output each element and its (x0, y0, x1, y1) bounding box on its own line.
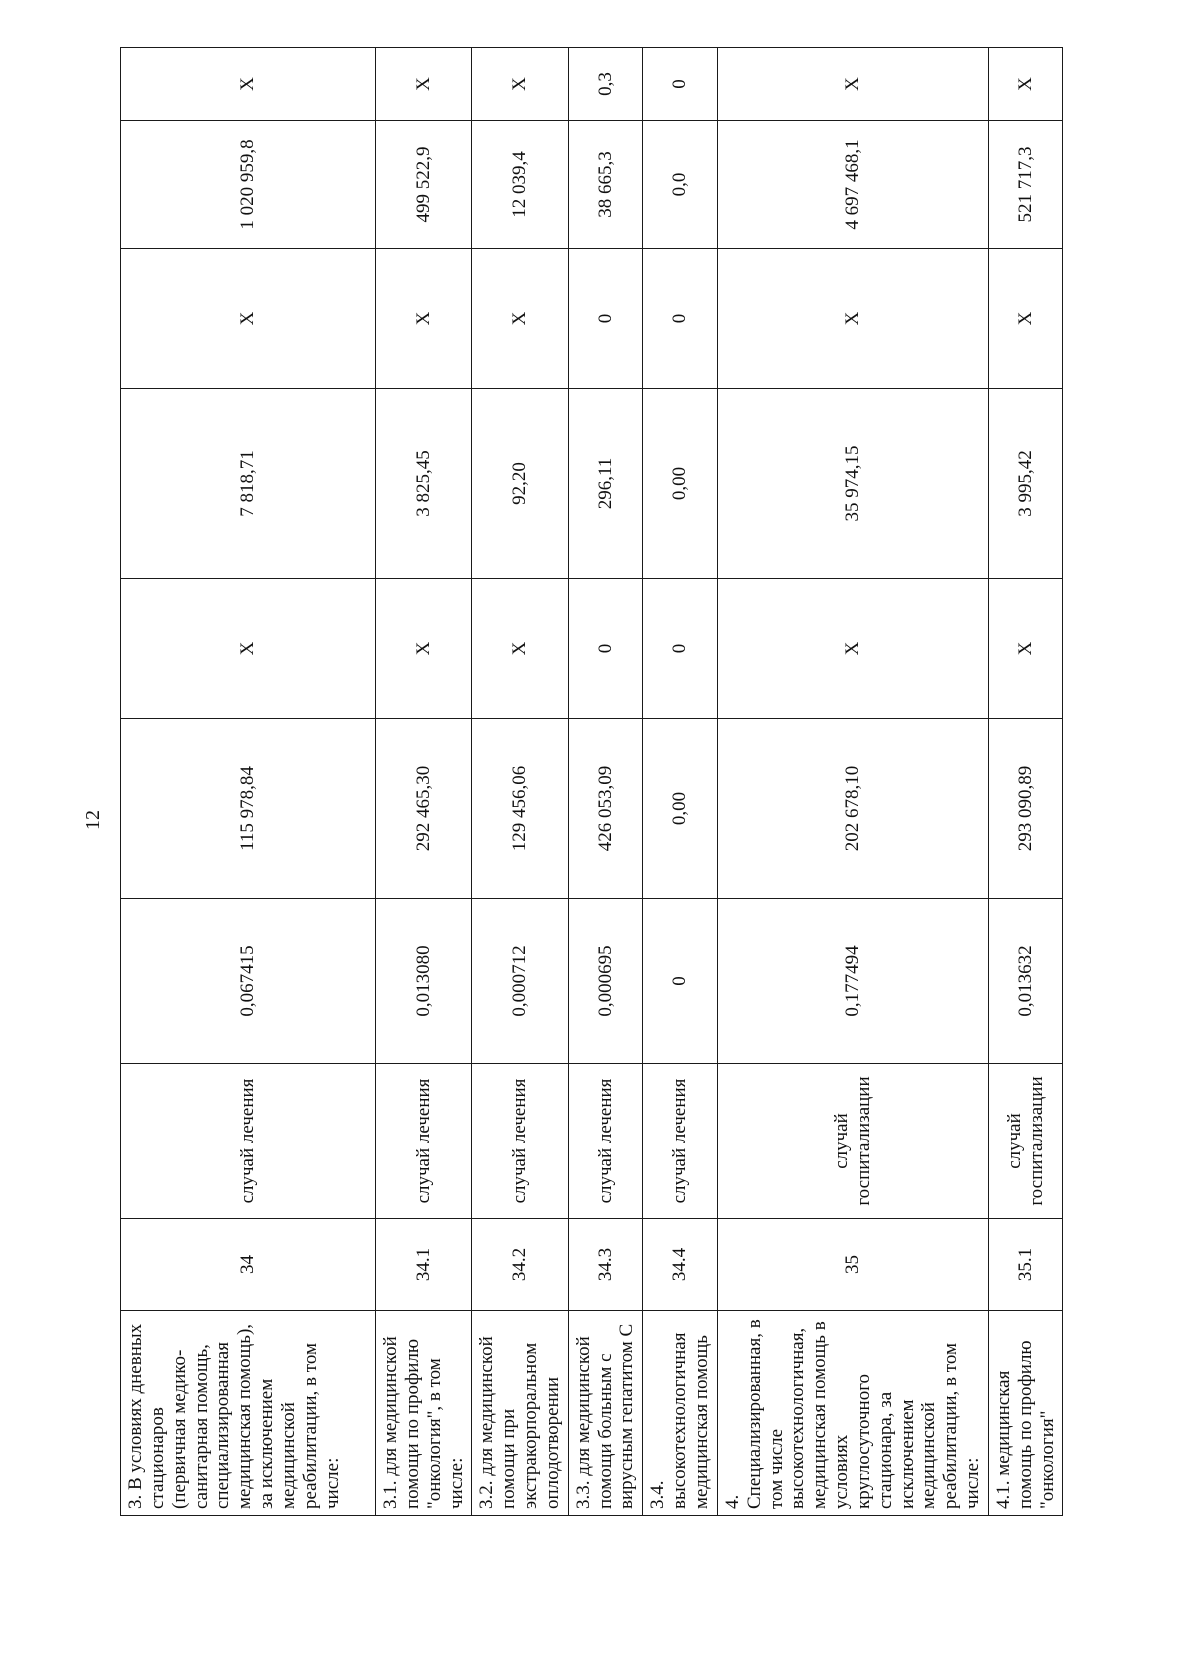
row-oms-sum-cell: 0,0 (643, 121, 718, 249)
row-oms-cost-cell: 0,00 (643, 389, 718, 579)
row-cost-cell: 115 978,84 (121, 719, 376, 899)
row-norm-cell: 0,013632 (988, 899, 1063, 1064)
row-code-cell: 34 (121, 1219, 376, 1311)
row-name-cell: 3.3. для медицинской помощи больным с вирусным гепатитом С (568, 1311, 643, 1516)
table-row (717, 48, 988, 1516)
row-unit-cell: случай лечения (376, 1064, 472, 1219)
row-unit-cell: случай лечения (568, 1064, 643, 1219)
row-oms-cost-cell: 3 825,45 (376, 389, 472, 579)
table-row (568, 48, 643, 1516)
row-budget-cost-cell: 0 (568, 579, 643, 719)
row-cost-cell: 292 465,30 (376, 719, 472, 899)
row-budget-cost-cell: X (121, 579, 376, 719)
table-row (643, 48, 718, 1516)
row-percent-cell: 0,3 (568, 48, 643, 121)
row-norm-cell: 0,067415 (121, 899, 376, 1064)
rotated-table (120, 48, 1058, 1516)
row-oms-sum-cell: 1 020 959,8 (121, 121, 376, 249)
row-code-cell: 35.1 (988, 1219, 1063, 1311)
table-container (120, 48, 1058, 1516)
page-number: 12 (81, 810, 104, 830)
row-oms-sum-cell: 12 039,4 (472, 121, 568, 249)
table-row (472, 48, 568, 1516)
row-oms-sum-cell: 4 697 468,1 (717, 121, 988, 249)
row-oms-cost-cell: 7 818,71 (121, 389, 376, 579)
row-cost-cell: 202 678,10 (717, 719, 988, 899)
row-budget-sum-cell: X (121, 249, 376, 389)
table-row (376, 48, 472, 1516)
row-percent-cell: 0 (643, 48, 718, 121)
row-budget-cost-cell: X (717, 579, 988, 719)
row-norm-cell: 0,000712 (472, 899, 568, 1064)
row-unit-cell: случай лечения (121, 1064, 376, 1219)
row-code-cell: 34.4 (643, 1219, 718, 1311)
row-name-cell: 3. В условиях дневных стационаров (первичная медико-санитарная помощь, специализированная медицинская помощь), за исключением медицинской реабилитации, в том числе: (121, 1311, 376, 1516)
row-percent-cell: X (376, 48, 472, 121)
row-cost-cell: 0,00 (643, 719, 718, 899)
row-percent-cell: X (988, 48, 1063, 121)
row-percent-cell: X (717, 48, 988, 121)
row-code-cell: 34.3 (568, 1219, 643, 1311)
row-code-cell: 34.1 (376, 1219, 472, 1311)
row-norm-cell: 0,013080 (376, 899, 472, 1064)
row-code-cell: 34.2 (472, 1219, 568, 1311)
row-budget-cost-cell: 0 (643, 579, 718, 719)
row-percent-cell: X (121, 48, 376, 121)
row-name-cell: 4. Специализированная, в том числе высокотехнологичная, медицинская помощь в условиях круглосуточного стационара, за исключением медицинской реабилитации, в том числе: (717, 1311, 988, 1516)
row-norm-cell: 0,000695 (568, 899, 643, 1064)
row-name-cell: 3.4. высокотехнологичная медицинская помощь (643, 1311, 718, 1516)
row-oms-cost-cell: 3 995,42 (988, 389, 1063, 579)
row-budget-cost-cell: X (988, 579, 1063, 719)
row-cost-cell: 293 090,89 (988, 719, 1063, 899)
row-oms-cost-cell: 92,20 (472, 389, 568, 579)
row-cost-cell: 129 456,06 (472, 719, 568, 899)
row-name-cell: 3.2. для медицинской помощи при экстракорпоральном оплодотворении (472, 1311, 568, 1516)
row-unit-cell: случай госпитализации (717, 1064, 988, 1219)
row-oms-cost-cell: 35 974,15 (717, 389, 988, 579)
data-table (120, 47, 1063, 1516)
row-norm-cell: 0 (643, 899, 718, 1064)
row-unit-cell: случай лечения (472, 1064, 568, 1219)
row-oms-sum-cell: 38 665,3 (568, 121, 643, 249)
row-budget-sum-cell: 0 (568, 249, 643, 389)
row-code-cell: 35 (717, 1219, 988, 1311)
row-oms-cost-cell: 296,11 (568, 389, 643, 579)
row-unit-cell: случай госпитализации (988, 1064, 1063, 1219)
table-row (988, 48, 1063, 1516)
row-oms-sum-cell: 521 717,3 (988, 121, 1063, 249)
table-row (121, 48, 376, 1516)
row-norm-cell: 0,177494 (717, 899, 988, 1064)
row-name-cell: 3.1. для медицинской помощи по профилю "онкология", в том числе: (376, 1311, 472, 1516)
row-budget-sum-cell: X (988, 249, 1063, 389)
row-name-cell: 4.1. медицинская помощь по профилю "онкология" (988, 1311, 1063, 1516)
row-budget-cost-cell: X (376, 579, 472, 719)
row-cost-cell: 426 053,09 (568, 719, 643, 899)
row-oms-sum-cell: 499 522,9 (376, 121, 472, 249)
row-budget-sum-cell: X (717, 249, 988, 389)
row-budget-sum-cell: X (472, 249, 568, 389)
row-unit-cell: случай лечения (643, 1064, 718, 1219)
row-budget-cost-cell: X (472, 579, 568, 719)
row-percent-cell: X (472, 48, 568, 121)
row-budget-sum-cell: X (376, 249, 472, 389)
row-budget-sum-cell: 0 (643, 249, 718, 389)
